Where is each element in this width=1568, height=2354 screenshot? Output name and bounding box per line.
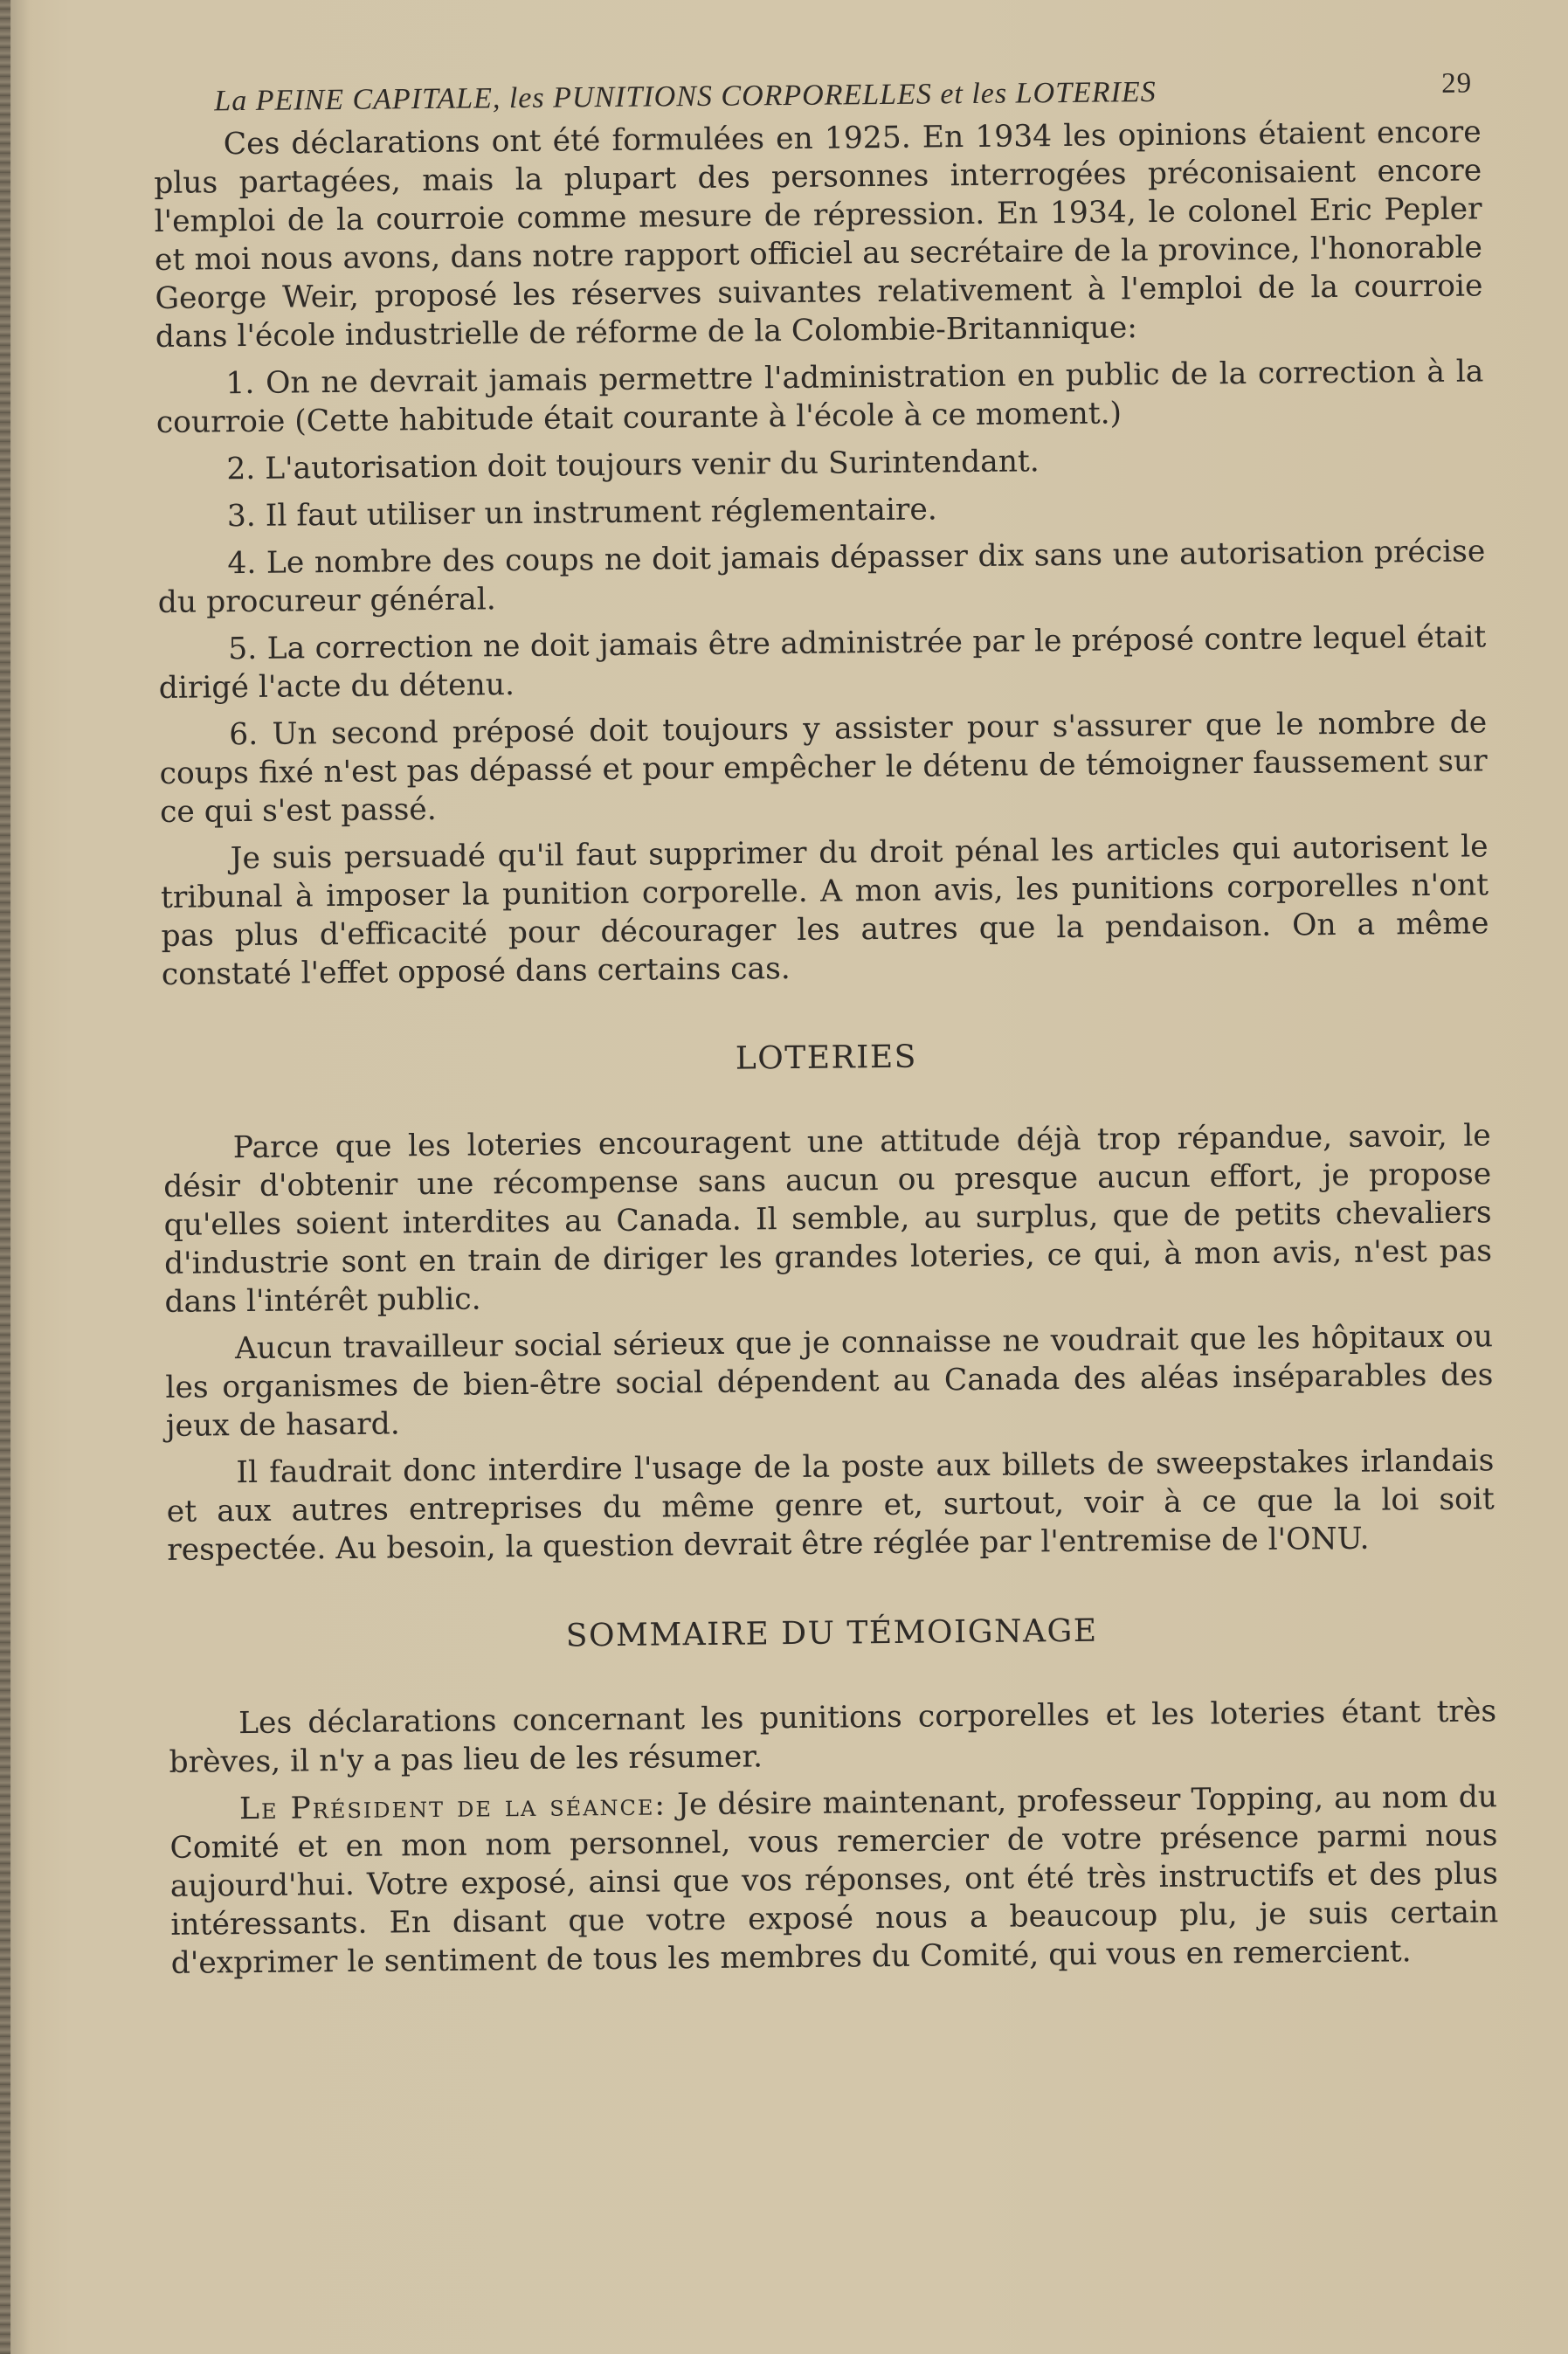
section-heading-loteries: LOTERIES [735, 1039, 918, 1077]
president-statement: Je désire maintenant, professeur Topping, au nom du Comité et en mon nom personnel, vous remercier de votre présence parmi nous aujourd'hui. Votre exposé, ainsi que vos réponses, ont été très instructifs et des plus intéressants. En disant que votre exposé nous a beaucoup plu, je suis certain d'exprimer le sentiment de tous les membres du Comité, qui vous en remercient. [169, 1779, 1499, 1981]
sommaire-paragraph: Les déclarations concernant les punitions corporelles et les loteries étant très brèves, il n'y a pas lieu de les résumer. [169, 1694, 1497, 1780]
reservation-item: 2. L'autorisation doit toujours venir du Surintendant. [226, 444, 1040, 487]
president-remarks [169, 1778, 1499, 1983]
speaker-label: Le Président de la séance: [238, 1787, 667, 1827]
intro-paragraph: Ces déclarations ont été formulées en 1925. En 1934 les opinions étaient encore plus partagées, mais la plupart des personnes interrogées préconisaient encore l'emploi de la courroie comme mesure de répression. En 1934, le colonel Eric Pepler et moi nous avons, dans notre rapport officiel au secrétaire de la province, l'honorable George Weir, proposé les réserves suivantes relativement à l'emploi de la courroie dans l'école industrielle de réforme de la Colombie-Britannique: [154, 114, 1483, 355]
loteries-paragraph: Parce que les loteries encouragent une attitude déjà trop répandue, savoir, le désir d'obtenir une récompense sans aucun ou presque aucun effort, je propose qu'elles soient interdites au Canada. Il semble, au surplus, que de petits chevaliers d'industrie sont en train de diriger les grandes loteries, ce qui, à mon avis, n'est pas dans l'intérêt public. [163, 1118, 1493, 1320]
book-spine-edge [0, 0, 10, 2354]
reservation-item: 6. Un second préposé doit toujours y assister pour s'assurer que le nombre de coups fixé n'est pas dépassé et pour empêcher le détenu de témoigner faussement sur ce qui s'est passé. [159, 705, 1488, 830]
conclusion-paragraph: Je suis persuadé qu'il faut supprimer du droit pénal les articles qui autorisent le tribunal à imposer la punition corporelle. A mon avis, les punitions corporelles n'ont pas plus d'efficacité pour décourager les autres que la pendaison. On a même constaté l'effet opposé dans certains cas. [160, 829, 1489, 992]
reservation-item: 5. La correction ne doit jamais être administrée par le préposé contre lequel était dirigé l'acte du détenu. [158, 619, 1487, 706]
reservation-item: 3. Il faut utiliser un instrument réglementaire. [226, 492, 937, 535]
reservation-item: 4. Le nombre des coups ne doit jamais dépasser dix sans une autorisation précise du procureur général. [157, 534, 1486, 620]
page-content [153, 60, 1499, 1991]
reservation-item: 1. On ne devrait jamais permettre l'administration en public de la correction à la courroie (Cette habitude était courante à l'école à ce moment.) [155, 354, 1484, 440]
running-title: La PEINE CAPITALE, les PUNITIONS CORPORELLES et les LOTERIES [214, 75, 1157, 118]
loteries-paragraph: Aucun travailleur social sérieux que je connaisse ne voudrait que les hôpitaux ou les organismes de bien-être social dépendent au Canada des aléas inséparables des jeux de hasard. [165, 1319, 1494, 1444]
page-number: 29 [1441, 67, 1473, 100]
loteries-paragraph: Il faudrait donc interdire l'usage de la poste aux billets de sweepstakes irlandais et aux autres entreprises du même genre et, surtout, voir à ce que la loi soit respectée. Au besoin, la question devrait être réglée par l'entremise de l'ONU. [166, 1443, 1495, 1568]
section-heading-sommaire: SOMMAIRE DU TÉMOIGNAGE [565, 1612, 1098, 1654]
